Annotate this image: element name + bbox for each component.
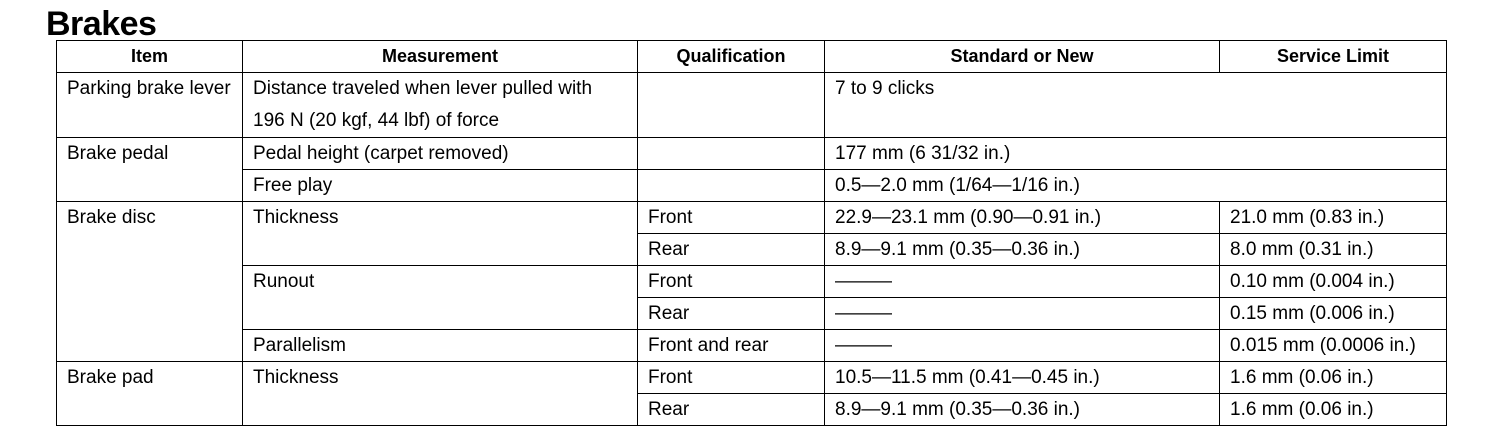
table-row — [57, 73, 1447, 138]
standard-cell: 8.9—9.1 mm (0.35—0.36 in.) — [825, 234, 1220, 266]
measurement-cell: Thickness — [243, 362, 638, 426]
item-cell: Brake disc — [57, 202, 243, 362]
service-limit-cell: 8.0 mm (0.31 in.) — [1220, 234, 1447, 266]
qualification-cell — [638, 73, 825, 138]
measurement-cell: Thickness — [243, 202, 638, 266]
service-limit-cell: 0.15 mm (0.006 in.) — [1220, 298, 1447, 330]
service-limit-cell: 1.6 mm (0.06 in.) — [1220, 394, 1447, 426]
item-cell: Brake pedal — [57, 138, 243, 202]
brakes-spec-table — [56, 40, 1447, 426]
qualification-cell: Rear — [638, 394, 825, 426]
page-title: Brakes — [46, 5, 157, 43]
standard-cell: 177 mm (6 31/32 in.) — [825, 138, 1447, 170]
standard-cell: 7 to 9 clicks — [825, 73, 1447, 138]
standard-cell: ——— — [825, 298, 1220, 330]
table-row — [57, 266, 1447, 298]
qualification-cell: Front and rear — [638, 330, 825, 362]
qualification-cell: Rear — [638, 234, 825, 266]
header-service-limit: Service Limit — [1220, 41, 1447, 73]
qualification-cell: Front — [638, 202, 825, 234]
standard-cell: 8.9—9.1 mm (0.35—0.36 in.) — [825, 394, 1220, 426]
table-row — [57, 138, 1447, 170]
item-cell: Parking brake lever — [57, 73, 243, 138]
header-item: Item — [57, 41, 243, 73]
table-row — [57, 330, 1447, 362]
qualification-cell — [638, 170, 825, 202]
service-limit-cell: 1.6 mm (0.06 in.) — [1220, 362, 1447, 394]
service-limit-cell: 0.10 mm (0.004 in.) — [1220, 266, 1447, 298]
standard-cell: ——— — [825, 330, 1220, 362]
service-limit-cell: 21.0 mm (0.83 in.) — [1220, 202, 1447, 234]
standard-cell: 0.5—2.0 mm (1/64—1/16 in.) — [825, 170, 1447, 202]
table-row — [57, 202, 1447, 234]
standard-cell: 10.5—11.5 mm (0.41—0.45 in.) — [825, 362, 1220, 394]
qualification-cell: Front — [638, 266, 825, 298]
service-limit-cell: 0.015 mm (0.0006 in.) — [1220, 330, 1447, 362]
table-row — [57, 362, 1447, 394]
header-qualification: Qualification — [638, 41, 825, 73]
standard-cell: 22.9—23.1 mm (0.90—0.91 in.) — [825, 202, 1220, 234]
header-measurement: Measurement — [243, 41, 638, 73]
table-header-row — [57, 41, 1447, 73]
qualification-cell: Rear — [638, 298, 825, 330]
header-standard: Standard or New — [825, 41, 1220, 73]
measurement-cell: Runout — [243, 266, 638, 330]
item-cell: Brake pad — [57, 362, 243, 426]
measurement-cell: Free play — [243, 170, 638, 202]
measurement-cell: Parallelism — [243, 330, 638, 362]
qualification-cell — [638, 138, 825, 170]
measurement-cell: Distance traveled when lever pulled with 196 N (20 kgf, 44 lbf) of force — [243, 73, 638, 138]
qualification-cell: Front — [638, 362, 825, 394]
standard-cell: ——— — [825, 266, 1220, 298]
measurement-cell: Pedal height (carpet removed) — [243, 138, 638, 170]
table-row — [57, 170, 1447, 202]
